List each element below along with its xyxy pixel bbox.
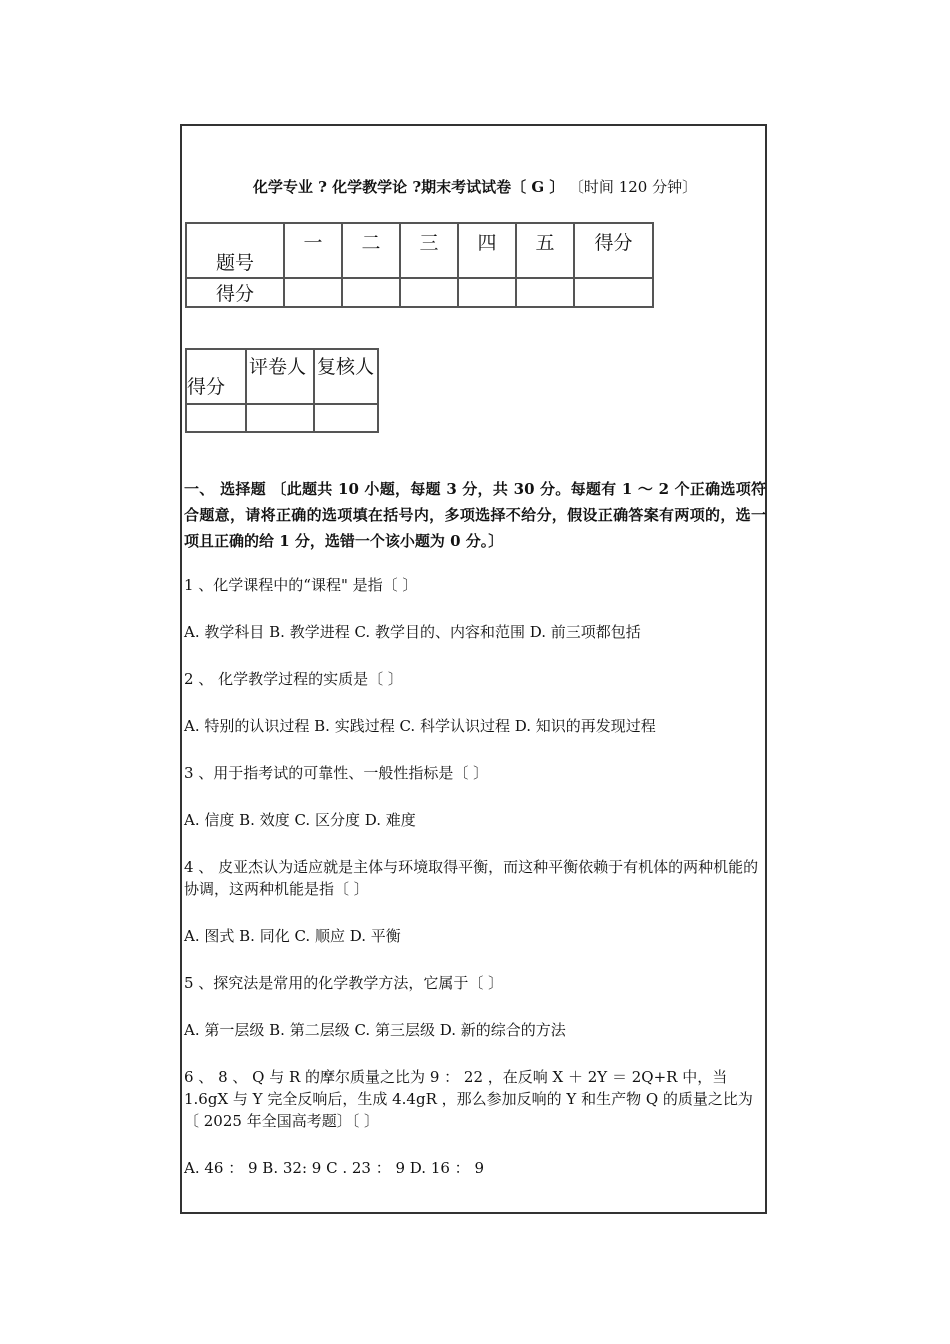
grader-table-row-header: 得分 [186,349,246,404]
question-2: 2 、 化学教学过程的实质是〔 〕 [184,670,403,688]
score-cell-1 [284,278,342,307]
exam-title-main: 化学专业 ? 化学教学论 ?期末考试试卷〔 G 〕 [252,178,565,196]
score-cell-total [574,278,653,307]
section-heading: 一、 选择题 〔此题共 10 小题，每题 3 分，共 30 分。每题有 1 ～ 2 个正确选项符合题意，请将正确的选项填在括号内，多项选择不给分，假设正确答案有两项的，选一项且正确的给 1 分，选错一个该小题为 0 分。〕 [184,480,766,550]
score-col-3: 三 [400,223,458,278]
question-5: 5 、探究法是常用的化学教学方法，它属于〔 〕 [184,974,504,992]
question-1: 1 、化学课程中的“课程" 是指〔 〕 [184,576,418,594]
question-4: 4 、 皮亚杰认为适应就是主体与环境取得平衡，而这种平衡依赖于有机体的两种机能的协调，这两种机能是指〔 〕 [184,858,759,898]
grader-table [185,348,379,433]
grader-cell-grader [246,404,314,432]
reviewer-col: 复核人 [314,349,378,404]
score-cell-5 [516,278,574,307]
grader-cell-score [186,404,246,432]
answer-options-6: A. 46 ： 9 B. 32: 9 C . 23 ： 9 D. 16 ： 9 [184,1159,484,1177]
score-col-2: 二 [342,223,400,278]
score-col-5: 五 [516,223,574,278]
answer-options-4: A. 图式 B. 同化 C. 顺应 D. 平衡 [184,927,401,945]
answer-options-5: A. 第一层级 B. 第二层级 C. 第三层级 D. 新的综合的方法 [184,1021,566,1039]
score-cell-2 [342,278,400,307]
score-table [185,222,654,308]
answer-options-1: A. 教学科目 B. 教学进程 C. 教学目的、内容和范围 D. 前三项都包括 [184,623,641,641]
score-col-4: 四 [458,223,516,278]
question-6: 6 、 8 、 Q 与 R 的摩尔质量之比为 9 ： 22 ，在反响 X ＋ 2Y ＝ 2Q+R 中，当 1.6gX 与 Y 完全反响后，生成 4.4gR ，那么参加反响的 Y 和生产物 Q 的质量之比为〔 2025 年全国高考题〕〔 〕 [184,1068,753,1130]
grader-col: 评卷人 [246,349,314,404]
exam-time: 〔时间 120 分钟〕 [576,178,698,196]
score-table-score-label: 得分 [186,278,284,307]
score-table-row-header: 题号 [186,223,284,278]
question-3: 3 、用于指考试的可靠性、一般性指标是〔 〕 [184,764,489,782]
exam-title [0,176,950,197]
score-cell-4 [458,278,516,307]
score-col-total: 得分 [574,223,653,278]
exam-content [184,476,766,1204]
answer-options-2: A. 特别的认识过程 B. 实践过程 C. 科学认识过程 D. 知识的再发现过程 [184,717,656,735]
answer-options-3: A. 信度 B. 效度 C. 区分度 D. 难度 [184,811,416,829]
score-cell-3 [400,278,458,307]
score-col-1: 一 [284,223,342,278]
grader-cell-reviewer [314,404,378,432]
